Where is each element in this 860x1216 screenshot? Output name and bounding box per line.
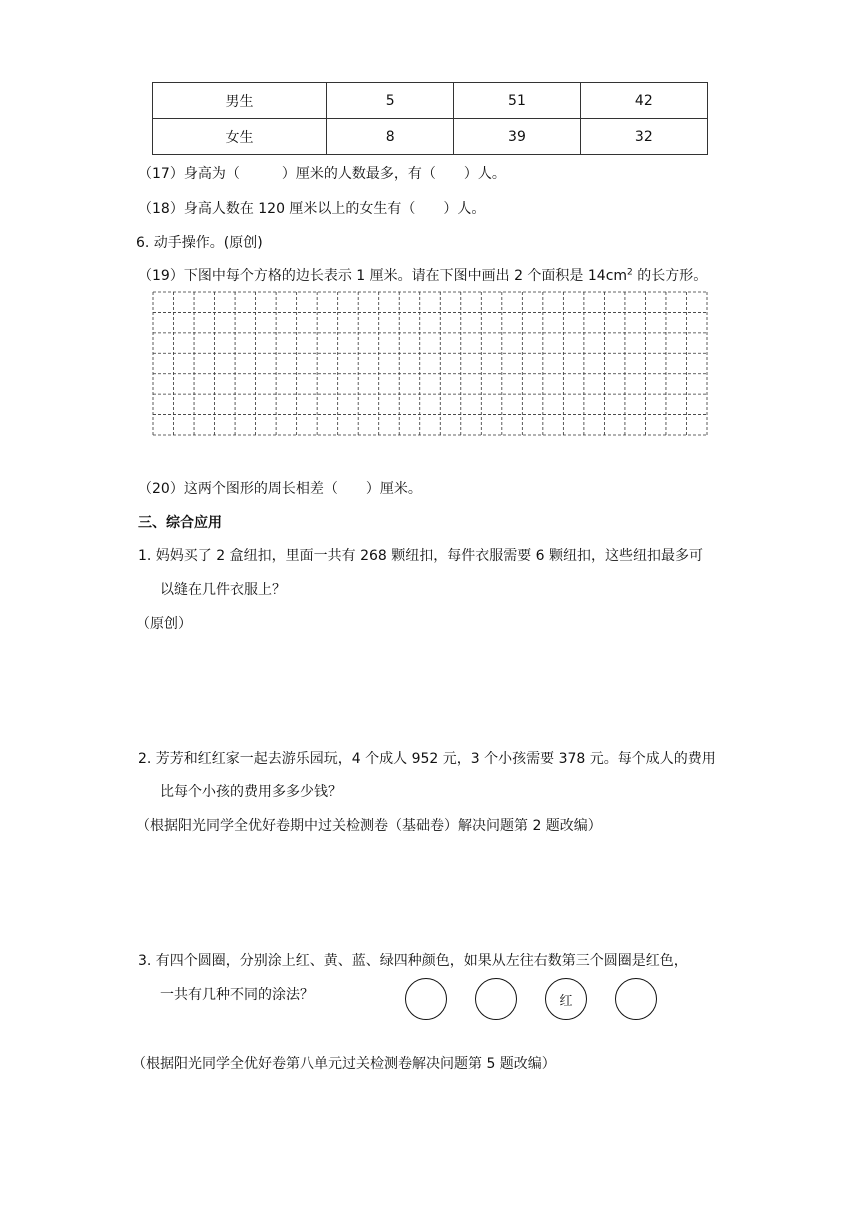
problem-2-line-2: 比每个小孩的费用多多少钱？ xyxy=(160,784,342,800)
question-19-text-end: 的长方形。 xyxy=(632,268,708,284)
circle-4 xyxy=(615,978,657,1020)
row-label: 女生 xyxy=(153,119,327,155)
problem-3-line-2: 一共有几种不同的涂法？ xyxy=(160,987,314,1003)
table-cell: 8 xyxy=(327,119,454,155)
row-label: 男生 xyxy=(153,83,327,119)
section-6-heading: 6. 动手操作。(原创) xyxy=(136,235,263,251)
question-18: （18）身高人数在 120 厘米以上的女生有（ ）人。 xyxy=(138,201,486,217)
question-17: （17）身高为（ ）厘米的人数最多，有（ ）人。 xyxy=(138,166,506,182)
table-cell: 39 xyxy=(454,119,580,155)
table-cell: 32 xyxy=(580,119,707,155)
problem-1-note: （原创） xyxy=(136,616,192,632)
table-cell: 5 xyxy=(327,83,454,119)
unit-superscript: 2 xyxy=(627,267,633,278)
problem-2-note: （根据阳光同学全优好卷期中过关检测卷（基础卷）解决问题第 2 题改编） xyxy=(136,818,602,834)
section-3-heading: 三、综合应用 xyxy=(138,515,222,531)
question-19-text: （19）下图中每个方格的边长表示 1 厘米。请在下图中画出 2 个面积是 14cm xyxy=(138,268,628,284)
height-table xyxy=(152,82,708,155)
problem-2-line-1: 2. 芳芳和红红家一起去游乐园玩，4 个成人 952 元，3 个小孩需要 378 元。每个成人的费用 xyxy=(138,751,716,767)
table-cell: 42 xyxy=(580,83,707,119)
table-row xyxy=(153,83,708,119)
circle-2 xyxy=(475,978,517,1020)
question-20: （20）这两个图形的周长相差（ ）厘米。 xyxy=(138,481,422,497)
problem-3-line-1: 3. 有四个圆圈，分别涂上红、黄、蓝、绿四种颜色，如果从左往右数第三个圆圈是红色， xyxy=(138,953,688,969)
circle-3-red: 红 xyxy=(545,978,587,1020)
problem-3-note: （根据阳光同学全优好卷第八单元过关检测卷解决问题第 5 题改编） xyxy=(132,1056,556,1072)
table-cell: 51 xyxy=(454,83,580,119)
table-row xyxy=(153,119,708,155)
problem-1-line-2: 以缝在几件衣服上？ xyxy=(160,582,286,598)
circle-1 xyxy=(405,978,447,1020)
problem-1-line-1: 1. 妈妈买了 2 盒纽扣，里面一共有 268 颗纽扣，每件衣服需要 6 颗纽扣，这些纽扣最多可 xyxy=(138,548,704,564)
dashed-grid xyxy=(152,291,708,436)
question-19 xyxy=(138,265,707,285)
